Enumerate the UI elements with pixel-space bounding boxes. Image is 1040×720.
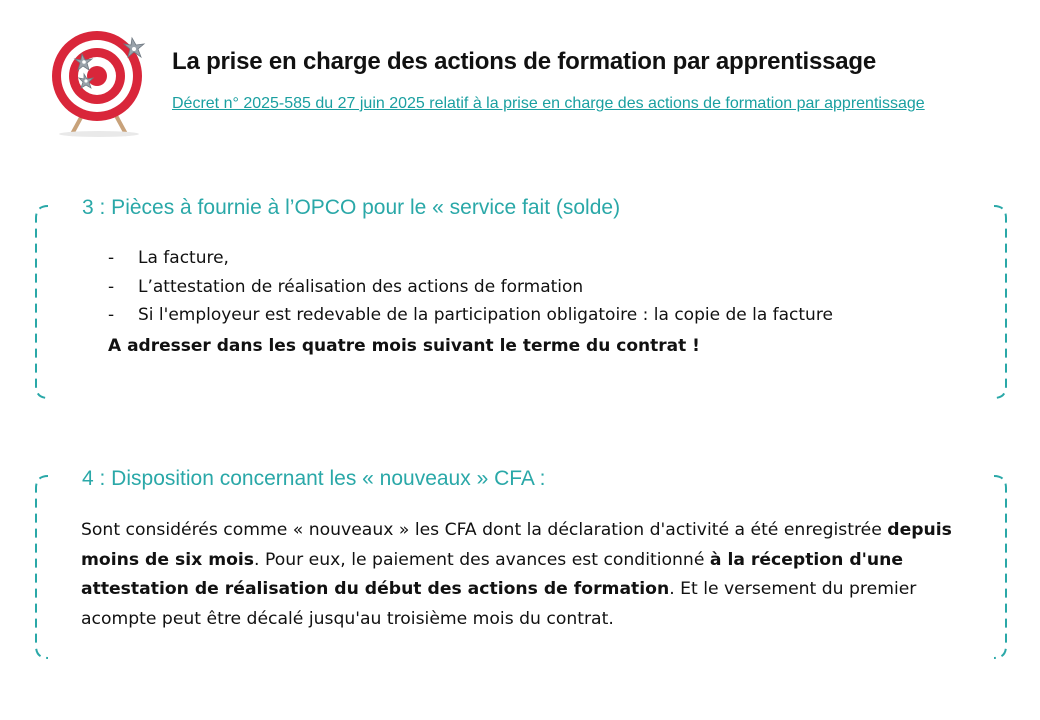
section4-right-bracket: [992, 474, 1010, 660]
list-item: - Si l'employeur est redevable de la participation obligatoire : la copie de la facture: [108, 305, 833, 325]
bold-phrase: à la réception d'une attestation de réalisation du début des actions de formation: [81, 549, 904, 599]
section3-right-bracket: [992, 204, 1010, 400]
deadline-note: A adresser dans les quatre mois suivant le terme du contrat !: [108, 335, 700, 356]
section3-heading: 3 : Pièces à fournie à l’OPCO pour le « service fait (solde): [82, 196, 621, 219]
decree-link[interactable]: Décret n° 2025-585 du 27 juin 2025 relatif à la prise en charge des actions de formation par apprentissage: [172, 95, 925, 112]
section3-left-bracket: [32, 204, 50, 400]
section4-heading: 4 : Disposition concernant les « nouveaux » CFA :: [82, 467, 546, 490]
section4-left-bracket: [32, 474, 50, 660]
target-logo-icon: [44, 30, 154, 140]
page-title: La prise en charge des actions de formation par apprentissage: [172, 48, 877, 75]
bold-phrase: depuis moins de six mois: [81, 520, 952, 570]
list-item: - L’attestation de réalisation des actions de formation: [108, 276, 584, 297]
section3-list: [108, 244, 968, 360]
section4-paragraph: Sont considérés comme « nouveaux » les CFA dont la déclaration d'activité a été enregistrée depuis moins de six mois. Pour eux, le paiement des avances est conditionné à la réception d'une attestation de réalisation du début des actions de formation. Et le versement du premier acompte peut être décalé jusqu'au troisième mois du contrat.: [81, 520, 952, 629]
list-item: - La facture,: [108, 248, 229, 268]
